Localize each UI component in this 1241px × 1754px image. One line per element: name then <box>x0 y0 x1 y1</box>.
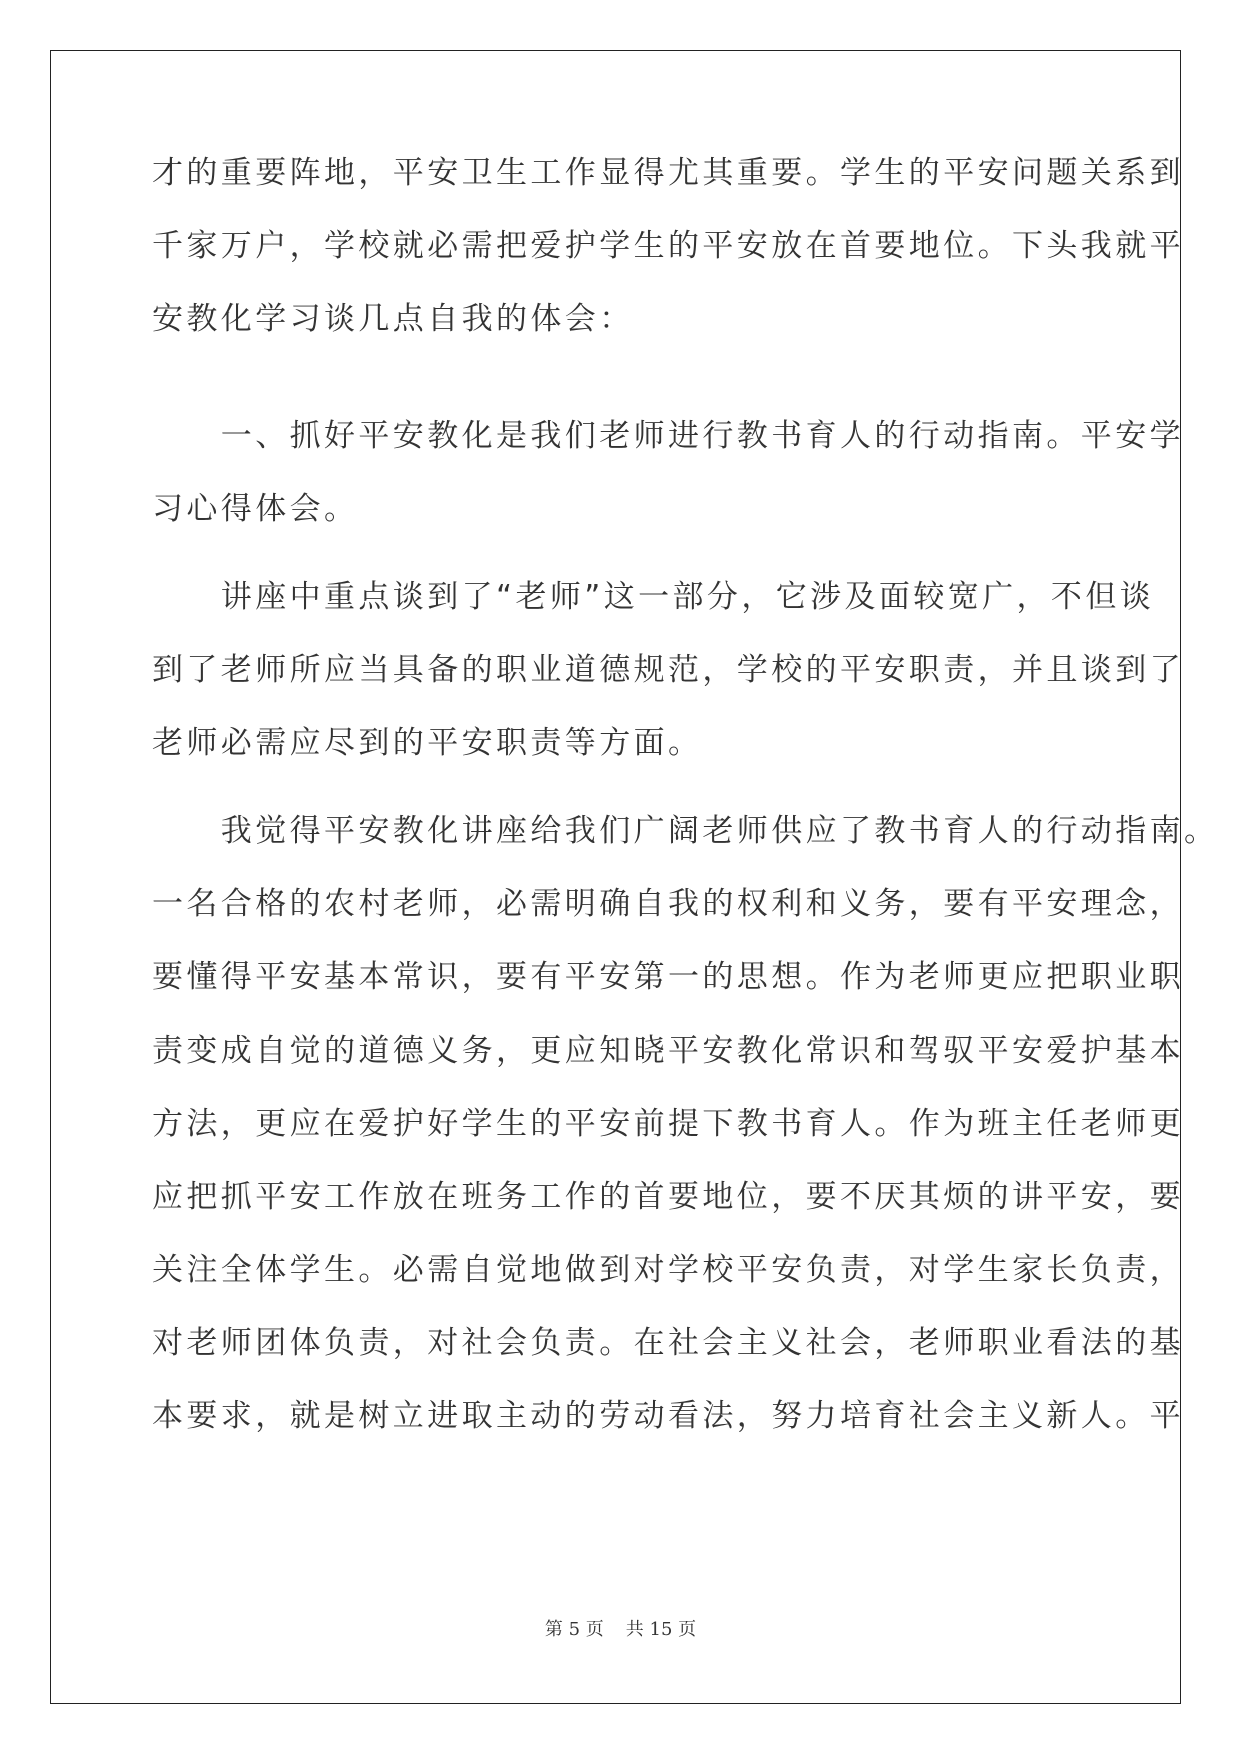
body-text-line: 到了老师所应当具备的职业道德规范，学校的平安职责，并且谈到了 <box>152 652 1184 688</box>
body-text-line: 本要求，就是树立进取主动的劳动看法，努力培育社会主义新人。平 <box>152 1398 1184 1434</box>
page-total: 共 15 页 <box>625 1619 697 1640</box>
body-text-line: 对老师团体负责，对社会负责。在社会主义社会，老师职业看法的基 <box>152 1325 1184 1361</box>
body-text-line: 安教化学习谈几点自我的体会： <box>152 301 634 337</box>
body-text-line: 讲座中重点谈到了“老师”这一部分，它涉及面较宽广，不但谈 <box>152 579 1155 615</box>
body-text-line: 关注全体学生。必需自觉地做到对学校平安负责，对学生家长负责， <box>152 1252 1184 1288</box>
body-text-line: 一、抓好平安教化是我们老师进行教书育人的行动指南。平安学 <box>152 418 1184 454</box>
body-text-line: 方法，更应在爱护好学生的平安前提下教书育人。作为班主任老师更 <box>152 1106 1184 1142</box>
body-text-line: 应把抓平安工作放在班务工作的首要地位，要不厌其烦的讲平安，要 <box>152 1179 1184 1215</box>
body-text-line: 要懂得平安基本常识，要有平安第一的思想。作为老师更应把职业职 <box>152 959 1184 995</box>
body-text-line: 一名合格的农村老师，必需明确自我的权利和义务，要有平安理念， <box>152 886 1184 922</box>
page-number: 第 5 页 <box>544 1619 604 1640</box>
body-text-line: 责变成自觉的道德义务，更应知晓平安教化常识和驾驭平安爱护基本 <box>152 1033 1184 1069</box>
body-text-line: 千家万户，学校就必需把爱护学生的平安放在首要地位。下头我就平 <box>152 228 1184 264</box>
page-footer <box>0 1618 1241 1642</box>
body-text-line: 我觉得平安教化讲座给我们广阔老师供应了教书育人的行动指南。 <box>152 813 1219 849</box>
body-text-line: 才的重要阵地，平安卫生工作显得尤其重要。学生的平安问题关系到 <box>152 155 1184 191</box>
body-text-line: 老师必需应尽到的平安职责等方面。 <box>152 725 703 761</box>
body-text-line: 习心得体会。 <box>152 491 359 527</box>
